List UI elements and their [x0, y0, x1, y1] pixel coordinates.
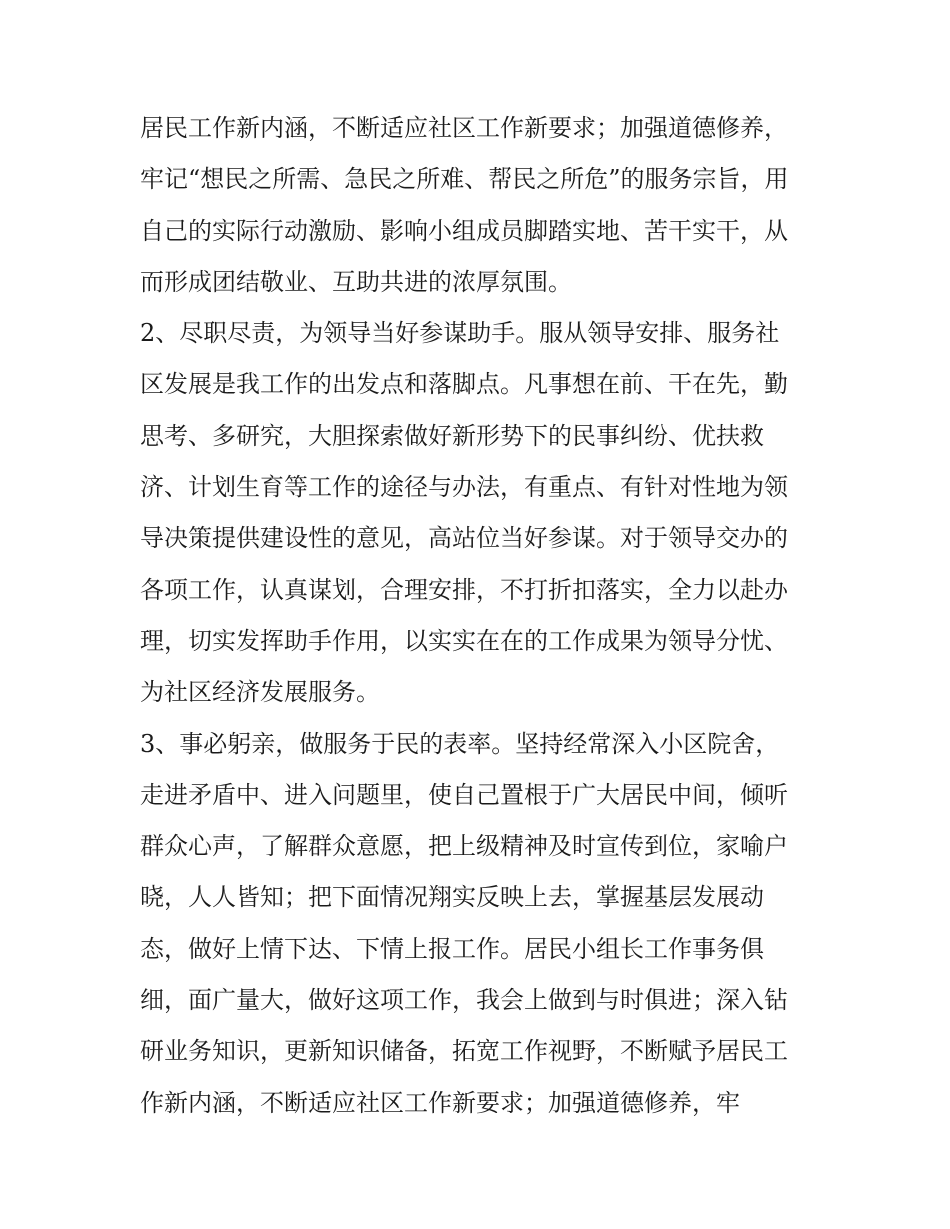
text-line: 细，面广量大，做好这项工作，我会上做到与时俱进；深入钻	[140, 986, 788, 1015]
text-line: 群众心声，了解群众意愿，把上级精神及时宣传到位，家喻户	[140, 832, 788, 861]
text-line: 各项工作，认真谋划，合理安排，不打折扣落实，全力以赴办	[140, 575, 788, 604]
text-line: 而形成团结敬业、互助共进的浓厚氛围。	[140, 267, 572, 296]
body-text	[140, 103, 830, 1129]
text-line: 导决策提供建设性的意见，高站位当好参谋。对于领导交办的	[140, 524, 788, 553]
text-line: 思考、多研究，大胆探索做好新形势下的民事纠纷、优扶救	[140, 421, 764, 450]
text-line: 区发展是我工作的出发点和落脚点。凡事想在前、干在先，勤	[140, 370, 788, 399]
text-line: 居民工作新内涵，不断适应社区工作新要求；加强道德修养，	[140, 114, 788, 142]
text-line: 晓，人人皆知；把下面情况翔实反映上去，掌握基层发展动	[140, 883, 764, 912]
text-line: 研业务知识，更新知识储备，拓宽工作视野，不断赋予居民工	[140, 1037, 788, 1066]
text-line: 牢记“想民之所需、急民之所难、帮民之所危”的服务宗旨，用	[140, 165, 789, 194]
text-line: 自己的实际行动激励、影响小组成员脚踏实地、苦干实干，从	[140, 216, 788, 245]
text-line: 走进矛盾中、进入问题里，使自己置根于广大居民中间，倾听	[140, 780, 788, 809]
text-line: 为社区经济发展服务。	[140, 678, 380, 707]
text-line: 作新内涵，不断适应社区工作新要求；加强道德修养，牢	[140, 1088, 740, 1117]
text-line: 3、事必躬亲，做服务于民的表率。坚持经常深入小区院舍，	[140, 729, 780, 758]
text-line: 理，切实发挥助手作用，以实实在在的工作成果为领导分忧、	[140, 626, 788, 655]
text-line: 济、计划生育等工作的途径与办法，有重点、有针对性地为领	[140, 473, 788, 502]
text-line: 态，做好上情下达、下情上报工作。居民小组长工作事务俱	[140, 934, 764, 963]
text-line: 2、尽职尽责，为领导当好参谋助手。服从领导安排、服务社	[140, 319, 780, 348]
